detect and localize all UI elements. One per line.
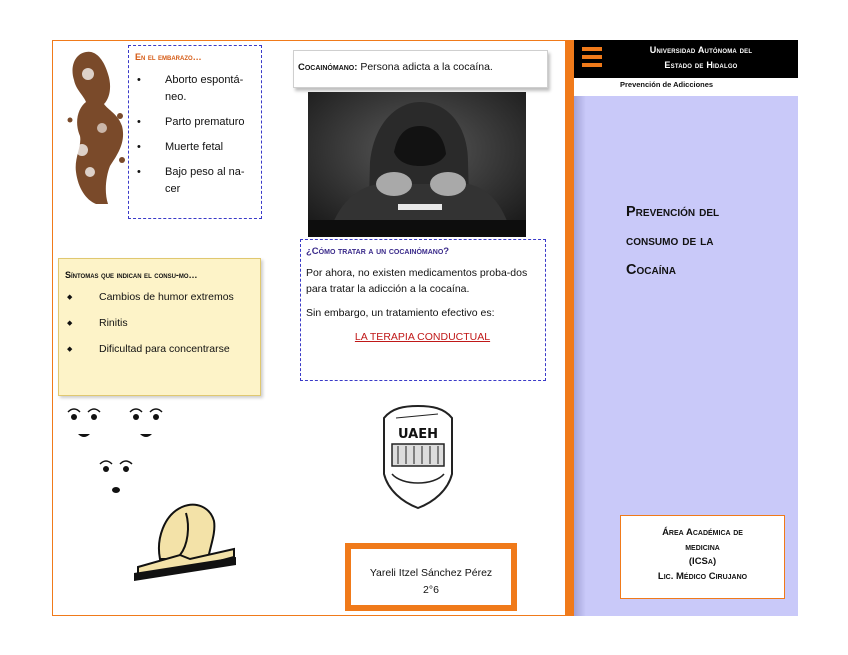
divider-bar	[565, 40, 574, 616]
list-item: ◆ Rinitis	[65, 316, 254, 331]
behavioral-therapy-link[interactable]: LA TERAPIA CONDUCTUAL	[354, 331, 491, 343]
reading-person-illustration	[130, 493, 240, 583]
list-item: • Muerte fetal	[135, 139, 257, 156]
treatment-paragraph-1: Por ahora, no existen medicamentos proba-dos para tratar la adicción a la cocaína.	[306, 267, 528, 295]
university-line-2: Estado de Hidalgo	[664, 60, 738, 70]
symptoms-title: Síntomas que indican el consu-mo…	[65, 270, 198, 280]
definition-text: Persona adicta a la cocaína.	[357, 61, 493, 73]
symptoms-box	[58, 258, 261, 396]
treatment-box	[300, 239, 546, 381]
menu-icon	[582, 47, 602, 67]
area-line-2: medicina	[685, 541, 720, 553]
uaeh-crest-logo	[378, 404, 458, 510]
pregnancy-effects-list	[135, 72, 257, 198]
area-line-1: Área Académica de	[662, 527, 743, 538]
list-item: • Aborto espontá-neo.	[135, 72, 257, 106]
faces-illustration	[62, 402, 172, 498]
cover-title-line-2: consumo de la	[626, 233, 714, 249]
treatment-title: ¿Cómo tratar a un cocainómano?	[306, 246, 450, 257]
definition-term: Cocainómano:	[298, 62, 358, 73]
hooded-person-photo	[308, 92, 526, 237]
area-line-4: Lic. Médico Cirujano	[657, 570, 748, 582]
author-box	[345, 543, 517, 611]
pregnant-woman-illustration	[64, 46, 130, 208]
author-name: Yareli Itzel Sánchez Pérez	[369, 567, 493, 579]
university-line-1: Universidad Autónoma del	[649, 45, 753, 55]
list-item: • Parto prematuro	[135, 114, 257, 131]
academic-area-box	[620, 515, 785, 599]
author-group: 2°6	[423, 584, 439, 596]
list-item: • Bajo peso al na-cer	[135, 164, 257, 198]
panel-shadow	[574, 96, 586, 616]
crest-text: UAEH	[398, 427, 438, 442]
pregnancy-effects-title: En el embarazo…	[135, 52, 202, 62]
symptoms-list	[65, 290, 254, 357]
list-item: ◆ Dificultad para concentrarse	[65, 342, 254, 357]
cover-title	[626, 198, 786, 285]
cover-title-line-3: Cocaína	[626, 262, 676, 278]
list-item: ◆ Cambios de humor extremos	[65, 290, 254, 305]
area-line-3: (ICSa)	[688, 556, 717, 567]
university-name	[606, 43, 796, 73]
definition-box	[293, 50, 548, 88]
treatment-paragraph-2: Sin embargo, un tratamiento efectivo es:	[306, 307, 495, 319]
pregnancy-effects-box	[128, 45, 262, 219]
subheader-label: Prevención de Adicciones	[620, 80, 714, 89]
cover-title-line-1: Prevención del	[626, 204, 720, 220]
